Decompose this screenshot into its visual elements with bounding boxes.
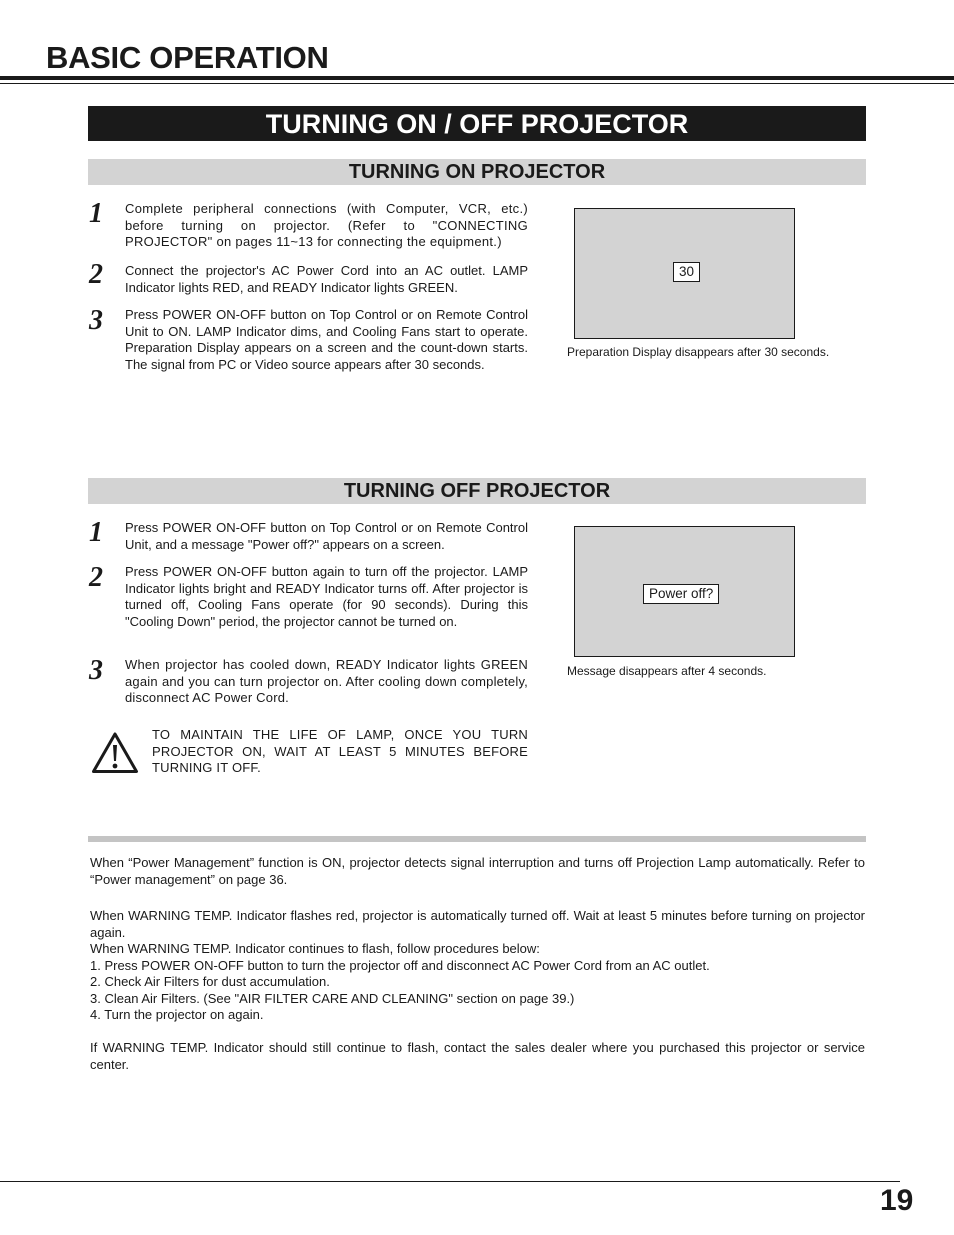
step-number: 2 [89,259,103,290]
preparation-display-screen [574,208,795,339]
step-text: Press POWER ON-OFF button on Top Control or on Remote Control Unit to ON. LAMP Indicator dims, and Cooling Fans start to operate. Preparation Display appears on a screen and the count-down starts. The signal from PC or Video source appears after 30 seconds. [125,307,528,372]
step-text: Connect the projector's AC Power Cord into an AC outlet. LAMP Indicator lights RED, and READY Indicator lights GREEN. [125,263,528,295]
warning-text: TO MAINTAIN THE LIFE OF LAMP, ONCE YOU TURN PROJECTOR ON, WAIT AT LEAST 5 MINUTES BEFORE TURNING IT OFF. [152,727,528,775]
contact-note: If WARNING TEMP. Indicator should still continue to flash, contact the sales dealer where you purchased this projector or service center. [90,1040,865,1072]
section-heading-turning-on: TURNING ON PROJECTOR [88,159,866,185]
step-number: 3 [89,305,103,336]
notes-divider [88,836,866,842]
power-off-screen [574,526,795,657]
step-number: 1 [89,517,103,548]
page-header-title: BASIC OPERATION [46,40,329,75]
countdown-label: 30 [673,262,700,282]
warning-temp-line: 2. Check Air Filters for dust accumulation. [90,974,330,989]
warning-temp-note [90,908,865,1024]
warning-temp-line: 4. Turn the projector on again. [90,1007,264,1022]
preparation-caption: Preparation Display disappears after 30 seconds. [567,345,830,359]
step-number: 1 [89,198,103,229]
warning-temp-line: When WARNING TEMP. Indicator continues to flash, follow procedures below: [90,941,540,956]
header-rule [0,76,954,80]
warning-triangle-icon [91,731,139,774]
step-text: Complete peripheral connections (with Computer, VCR, etc.) before turning on projector. (Refer to "CONNECTING PROJECTOR" on pages 11~13 for connecting the equipment.) [125,201,528,249]
step-number: 3 [89,655,103,686]
power-off-caption: Message disappears after 4 seconds. [567,664,767,678]
page-number: 19 [880,1184,914,1217]
section-heading-turning-off: TURNING OFF PROJECTOR [88,478,866,504]
step-text: Press POWER ON-OFF button again to turn off the projector. LAMP Indicator lights bright and READY Indicator turns off. After projector is turned off, Cooling Fans operate (for 90 seconds). During this "Cooling Down" period, the projector cannot be turned on. [125,564,528,629]
footer-rule [0,1181,900,1182]
step-number: 2 [89,562,103,593]
warning-temp-line: When WARNING TEMP. Indicator flashes red, projector is automatically turned off. Wait at least 5 minutes before turning on projector again. [90,908,865,940]
power-off-label: Power off? [643,584,719,604]
header-rule-thin [0,83,954,84]
warning-temp-line: 1. Press POWER ON-OFF button to turn the projector off and disconnect AC Power Cord from an AC outlet. [90,957,710,973]
warning-temp-line: 3. Clean Air Filters. (See "AIR FILTER CARE AND CLEANING" section on page 39.) [90,990,575,1006]
step-text: Press POWER ON-OFF button on Top Control or on Remote Control Unit, and a message "Power off?" appears on a screen. [125,520,528,552]
main-title: TURNING ON / OFF PROJECTOR [88,106,866,141]
step-text: When projector has cooled down, READY Indicator lights GREEN again and you can turn projector on. After cooling down completely, disconnect AC Power Cord. [125,657,528,705]
power-management-note: When “Power Management” function is ON, projector detects signal interruption and turns off Projection Lamp automatically. Refer to “Power management” on page 36. [90,855,865,887]
